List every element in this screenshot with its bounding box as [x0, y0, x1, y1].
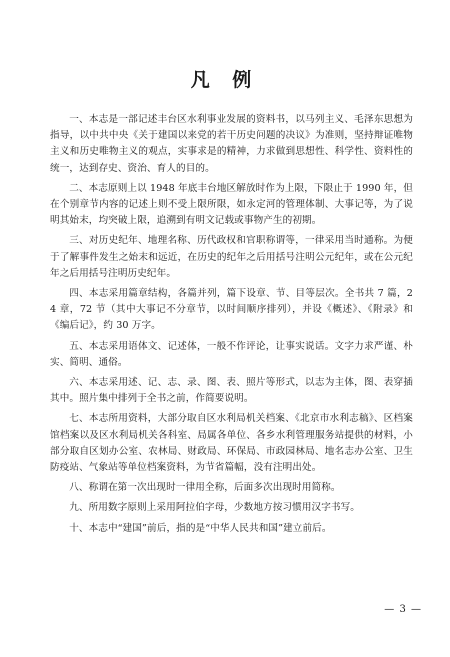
guideline-item-8: 八、称谓在第一次出现时一律用全称，后面多次出现时用简称。: [69, 482, 341, 494]
guideline-item-1: 一、本志是一部记述丰台区水利事业发展的资料书，以马列主义、毛泽东思想为指导，以中共中央《关于建国以来党的若干历史问题的决议》为准则，坚持辩证唯物主义和历史唯物主义的观点，实事求是的精神，力求做到思想性、科学性、资料性的统一，达到存史、资治、育人的目的。: [50, 114, 413, 174]
guideline-item-6: 六、本志采用述、记、志、录、图、表、照片等形式，以志为主体，图、表穿插其中。照片集中排列于全书之前，作简要说明。: [50, 377, 413, 405]
guideline-item-4: 四、本志采用篇章结构，各篇并列，篇下设章、节、目等层次。全书共 7 篇，24 章，72 节（其中大事记不分章节，以时间顺序排列），并设《概述》、《附录》和《编后记》，约 30 万字。: [50, 288, 413, 332]
page-title: 凡 例: [190, 69, 260, 91]
guideline-item-2: 二、本志原则上以 1948 年底丰台地区解放时作为上限，下限止于 1990 年，但在个别章节内容的记述上则不受上限所限，如永定河的管理体制、大事记等，为了说明其始末，均突破上限，追溯到有明文记载或事物产生的初期。: [50, 182, 413, 227]
guideline-item-7: 七、本志所用资料，大部分取自区水利局机关档案、《北京市水利志稿》、区档案馆档案以及区水利局机关各科室、局属各单位、各乡水利管理服务站提供的材料，小部分取自区划办公室、农林局、财政局、环保局、市政园林局、地名志办公室、卫生防疫站、气象站等单位档案资料，为节省篇幅，没有注明出处。: [50, 413, 413, 474]
page-number: — 3 —: [384, 604, 422, 615]
guideline-item-9: 九、所用数字原则上采用阿拉伯字母，少数地方按习惯用汉字书写。: [69, 502, 360, 514]
guideline-item-5: 五、本志采用语体文、记述体，一般不作评论，让事实说话。文字力求严谨、朴实、简明、通俗。: [50, 340, 413, 368]
guideline-item-3: 三、对历史纪年、地理名称、历代政权和官职称谓等，一律采用当时通称。为便于了解事件发生之始末和远近，在历史的纪年之后用括号注明公元纪年，或在公元纪年之后用括号注明历史纪年。: [50, 235, 413, 279]
guideline-item-10: 十、本志中“建国”前后，指的是“中华人民共和国”建立前后。: [69, 522, 332, 534]
guidelines-body: [50, 112, 413, 541]
